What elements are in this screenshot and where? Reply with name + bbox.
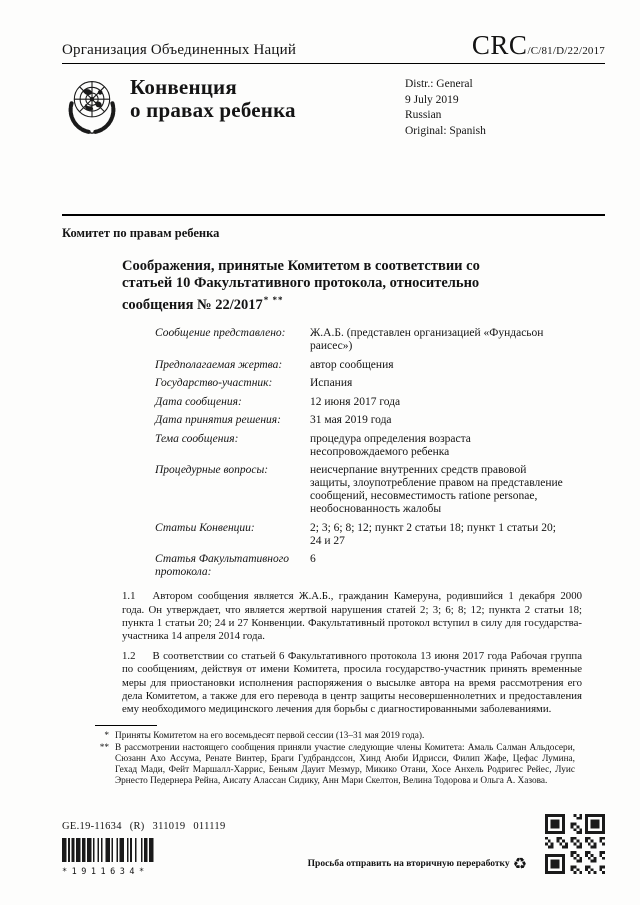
meta-value: автор сообщения [310, 358, 394, 371]
meta-label: Дата сообщения: [155, 395, 242, 408]
paragraph-text: Автором сообщения является Ж.А.Б., гражданин Камеруна, родившийся 1 декабря 2000 года. Он утверждает, что является жертвой нарушения статей 2; 3; 6; 8; 12; пункта 2 статьи 18; пункта 1 статьи 20; 24 и 27 Конвенции. Факультативный протокол вступил в силу для государства-участника 14 апреля 2014 года. [122, 590, 582, 643]
footnotes [95, 725, 575, 787]
paragraph [122, 590, 582, 643]
distr-original: Original: Spanish [405, 124, 486, 137]
meta-row [155, 396, 605, 409]
meta-row [155, 464, 605, 516]
distribution-block [405, 77, 486, 139]
qr-code [545, 814, 605, 879]
footnote-mark: * [104, 731, 109, 742]
page-footer [62, 821, 605, 897]
meta-value: 6 [310, 553, 316, 566]
meta-value: 2; 3; 6; 8; 12; пункт 2 статьи 18; пункт 1 статьи 20; 24 и 27 [310, 521, 556, 547]
recycle-text: Просьба отправить на вторичную переработку [307, 859, 510, 869]
doc-symbol [472, 30, 605, 61]
footnote-text: Приняты Комитетом на его восемьдесят первой сессии (13–31 мая 2019 года). [115, 731, 425, 742]
meta-row [155, 327, 605, 353]
meta-label: Дата принятия решения: [155, 414, 281, 427]
org-name: Организация Объединенных Наций [62, 42, 297, 58]
meta-row [155, 377, 605, 390]
paragraph-text: В соответствии со статьей 6 Факультативного протокола 13 июня 2017 года Рабочая группа по сообщениям, действуя от имени Комитета, просила государство-участник принять временные меры для приостановки исполнения распоряжения о высылке автора на время рассмотрения его дела Комитетом, а также для его перевода в центр защиты несовершеннолетних и предоставления ему необходимого медицинского лечения для борьбы с диагностированными заболеваниями. [122, 650, 582, 716]
barcode-text: *1911634* [62, 867, 149, 877]
paragraph-number: 1.1 [122, 590, 136, 603]
footnote [95, 743, 575, 788]
distr-type: Distr.: General [405, 78, 473, 90]
title-footnote-marks: * ** [263, 295, 284, 306]
paragraph [122, 650, 582, 716]
meta-label: Статья Факультативного протокола: [155, 553, 289, 579]
publication-title-line2: о правах ребенка [130, 98, 296, 122]
document-title-text: Соображения, принятые Комитетом в соответствии со статьей 10 Факультативного протокола, относительно сообщения № 22/2017 [122, 258, 480, 314]
meta-label: Статьи Конвенции: [155, 521, 255, 534]
footnote [95, 731, 575, 742]
recycle-note [308, 856, 527, 872]
footnote-text: В рассмотрении настоящего сообщения приняли участие следующие члены Комитета: Амаль Салман Альдосери, Сюзанн Ахо Ассума, Ренате Винтер, Браги Гудбрандссон, Хинд Аюби Идрисси, Филип Жафе, Цефас Лумина, Гехад Мади, Фейт Маршалл-Харрис, Беньям Дауит Мезмур, Микико Отани, Хосе Анхель Родригес Рейес, Луис Эрнесто Педернера Рейна, Аисату Алассан Сидику, Анн Мари Скелтон, Велина Тодорова и Ольга А. Хазова. [115, 742, 575, 787]
recycle-icon: ♻ [512, 854, 527, 873]
un-emblem-icon [58, 72, 126, 145]
footnote-separator [95, 725, 157, 726]
distr-date: 9 July 2019 [405, 93, 459, 106]
paragraph-number: 1.2 [122, 650, 136, 663]
doc-symbol-main: CRC [471, 30, 528, 60]
publication-title [130, 76, 296, 122]
publication-title-line1: Конвенция [130, 75, 237, 99]
meta-row [155, 359, 605, 372]
meta-value: неисчерпание внутренних средств правовой защиты, злоупотребление правом на представление сообщений, несовместимость ratione personae, необоснованность жалобы [310, 464, 563, 516]
meta-label: Государство-участник: [155, 377, 273, 390]
meta-value: Испания [310, 377, 353, 390]
body-paragraphs [122, 590, 582, 716]
masthead [62, 72, 605, 172]
meta-row [155, 553, 605, 579]
meta-label: Сообщение представлено: [155, 327, 286, 340]
document-header [62, 30, 605, 64]
meta-value: 12 июня 2017 года [310, 395, 401, 408]
distr-language: Russian [405, 109, 442, 121]
ge-number: GE.19-11634 (R) 311019 011119 [62, 821, 226, 832]
meta-value: Ж.А.Б. (представлен организацией «Фундасьон раисес») [310, 327, 544, 353]
meta-value: процедура определения возраста несопровождаемого ребенка [310, 432, 471, 458]
footnote-mark: ** [99, 742, 109, 753]
meta-row [155, 433, 605, 459]
meta-row [155, 414, 605, 427]
doc-symbol-sub: /C/81/D/22/2017 [527, 45, 605, 57]
meta-label: Тема сообщения: [155, 432, 239, 445]
meta-label: Предполагаемая жертва: [155, 358, 283, 371]
committee-heading: Комитет по правам ребенка [62, 214, 605, 241]
meta-value: 31 мая 2019 года [310, 414, 392, 427]
document-title [122, 258, 494, 314]
meta-label: Процедурные вопросы: [155, 464, 269, 477]
meta-row [155, 522, 605, 548]
barcode [62, 838, 154, 877]
metadata-table [155, 327, 605, 579]
